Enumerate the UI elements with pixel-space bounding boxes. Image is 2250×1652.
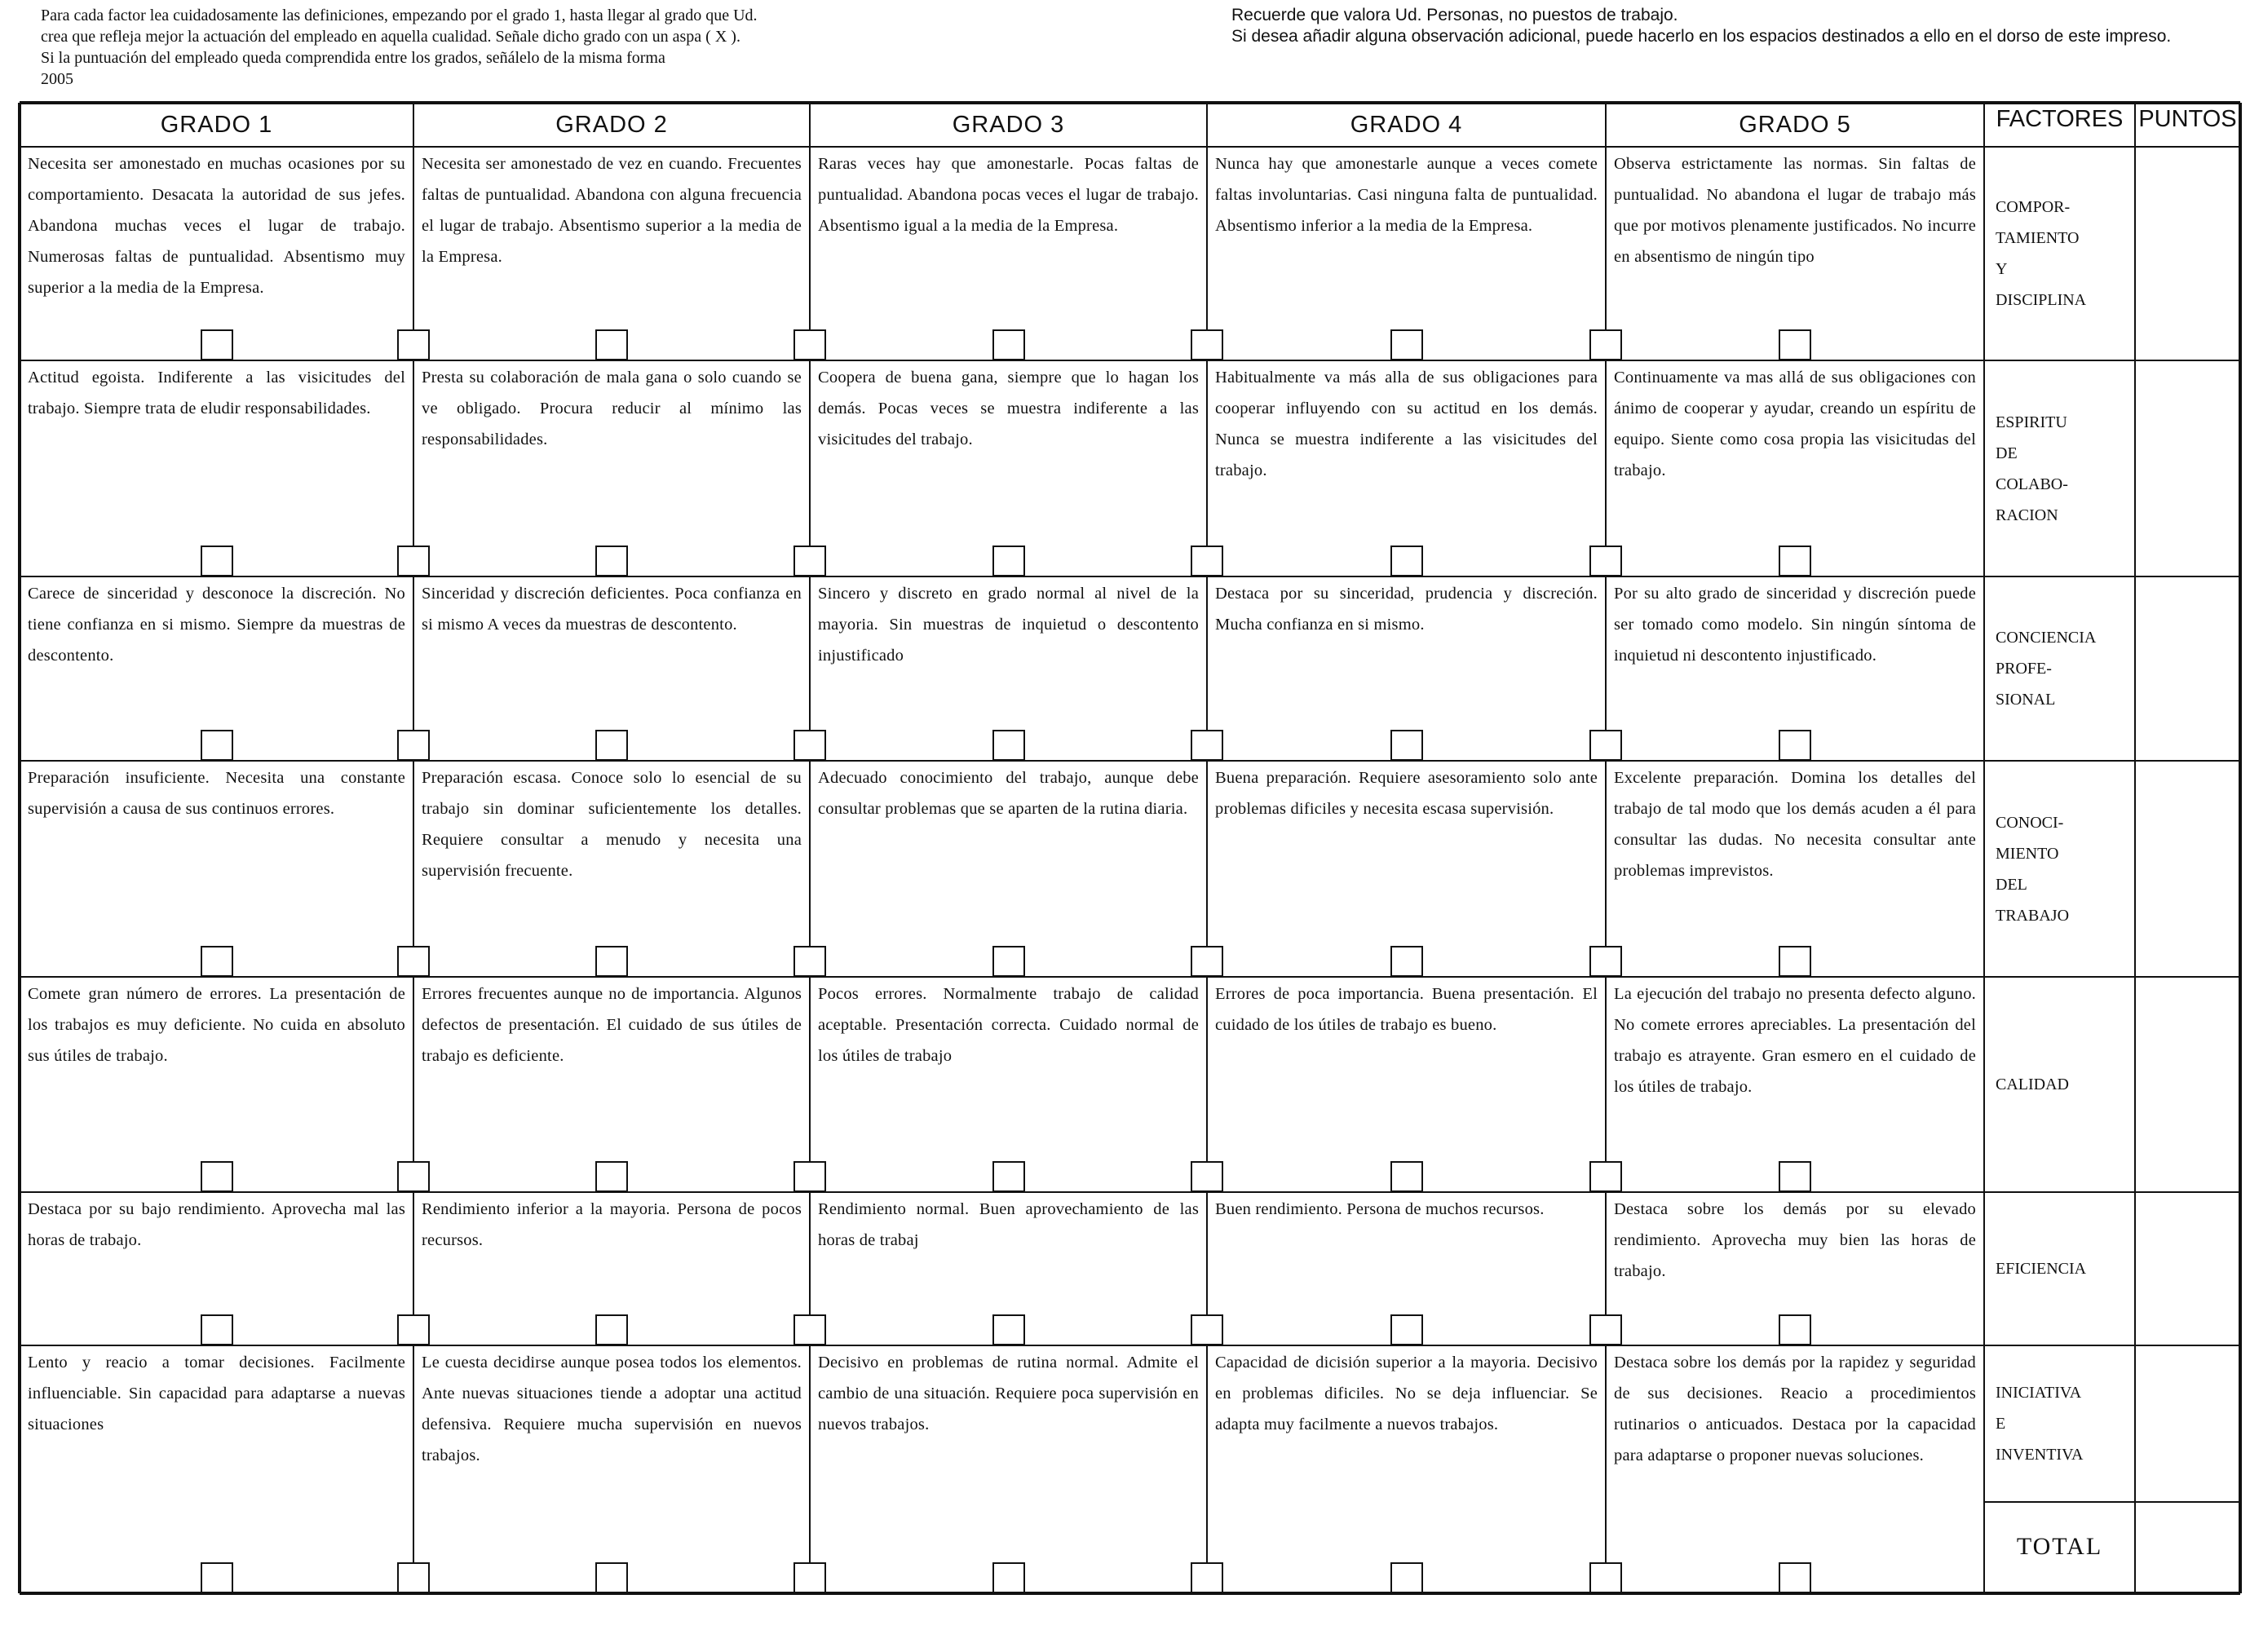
grade-2-description: Necesita ser amonestado de vez en cuando. Frecuentes faltas de puntualidad. Abandona con alguna frecuencia el lugar de trabajo. Absentismo superior a la media de la Empresa. <box>422 155 802 266</box>
grade-2-description: Sinceridad y discreción deficientes. Poca confianza en si mismo A veces da muestras de descontento. <box>422 585 802 634</box>
grade-checkbox[interactable] <box>1390 1314 1423 1345</box>
puntos-cell[interactable] <box>2135 977 2240 1192</box>
grade-4-description: Buena preparación. Requiere asesoramiento solo ante problemas dificiles y necesita escasa supervisión. <box>1215 769 1598 818</box>
between-grade-checkbox[interactable] <box>1191 1161 1223 1192</box>
instruction-line: Para cada factor lea cuidadosamente las definiciones, empezando por el grado 1, hasta llegar al grado que Ud. <box>41 7 758 24</box>
grade-3-description: Coopera de buena gana, siempre que lo hagan los demás. Pocas veces se muestra indiferente a las visicitudes del trabajo. <box>818 369 1199 448</box>
factor-label: CONCIENCIA PROFE- SIONAL <box>1996 629 2097 709</box>
grade-checkbox[interactable] <box>1779 546 1811 576</box>
grade-checkbox[interactable] <box>1779 730 1811 761</box>
puntos-cell[interactable] <box>2135 1192 2240 1345</box>
grade-1-description: Preparación insuficiente. Necesita una constante supervisión a causa de sus continuos errores. <box>28 769 405 818</box>
between-grade-checkbox[interactable] <box>793 1314 826 1345</box>
grade-4-description: Destaca por su sinceridad, prudencia y discreción. Mucha confianza en si mismo. <box>1215 585 1598 634</box>
grade-1-description: Destaca por su bajo rendimiento. Aprovecha mal las horas de trabajo. <box>28 1200 405 1249</box>
puntos-cell[interactable] <box>2135 360 2240 576</box>
between-grade-checkbox[interactable] <box>1589 946 1622 977</box>
grade-5-description: Excelente preparación. Domina los detalles del trabajo de tal modo que los demás acuden a él para consultar las dudas. No necesita consultar ante problemas imprevistos. <box>1614 769 1976 880</box>
between-grade-checkbox[interactable] <box>397 730 430 761</box>
grade-3-description: Pocos errores. Normalmente trabajo de calidad aceptable. Presentación correcta. Cuidado normal de los útiles de trabajo <box>818 985 1199 1065</box>
grade-checkbox[interactable] <box>595 546 628 576</box>
grade-2-description: Presta su colaboración de mala gana o solo cuando se ve obligado. Procura reducir al mínimo las responsabilidades. <box>422 369 802 448</box>
grade-4-description: Buen rendimiento. Persona de muchos recursos. <box>1215 1200 1545 1218</box>
column-header-3: GRADO 3 <box>952 112 1065 138</box>
grade-3-description: Decisivo en problemas de rutina normal. Admite el cambio de una situación. Requiere poca supervisión en nuevos trabajos. <box>818 1354 1199 1433</box>
between-grade-checkbox[interactable] <box>1589 546 1622 576</box>
grade-checkbox[interactable] <box>595 329 628 360</box>
between-grade-checkbox[interactable] <box>1191 1314 1223 1345</box>
between-grade-checkbox[interactable] <box>1589 329 1622 360</box>
between-grade-checkbox[interactable] <box>793 1161 826 1192</box>
grade-checkbox[interactable] <box>595 946 628 977</box>
factor-label: CONOCI- MIENTO DEL TRABAJO <box>1996 813 2070 925</box>
between-grade-checkbox[interactable] <box>1589 1161 1622 1192</box>
grade-checkbox[interactable] <box>201 546 233 576</box>
total-label: TOTAL <box>2016 1533 2103 1560</box>
between-grade-checkbox[interactable] <box>1589 1562 1622 1593</box>
between-grade-checkbox[interactable] <box>1589 1314 1622 1345</box>
grade-checkbox[interactable] <box>992 1562 1025 1593</box>
puntos-cell[interactable] <box>2135 761 2240 977</box>
grade-1-description: Actitud egoista. Indiferente a las visicitudes del trabajo. Siempre trata de eludir responsabilidades. <box>28 369 405 417</box>
grade-5-description: Destaca sobre los demás por su elevado rendimiento. Aprovecha muy bien las horas de trabajo. <box>1614 1200 1976 1280</box>
between-grade-checkbox[interactable] <box>793 1562 826 1593</box>
grade-checkbox[interactable] <box>1390 1161 1423 1192</box>
factor-label: EFICIENCIA <box>1996 1260 2087 1278</box>
grade-checkbox[interactable] <box>992 329 1025 360</box>
instruction-line: Si la puntuación del empleado queda comprendida entre los grados, señálelo de la misma forma <box>41 49 665 67</box>
grade-checkbox[interactable] <box>992 730 1025 761</box>
factor-label: INICIATIVA E INVENTIVA <box>1996 1384 2084 1464</box>
grade-2-description: Le cuesta decidirse aunque posea todos los elementos. Ante nuevas situaciones tiende a adoptar una actitud defensiva. Requiere mucha supervisión en nuevos trabajos. <box>422 1354 802 1464</box>
grade-5-description: Observa estrictamente las normas. Sin faltas de puntualidad. No abandona el lugar de trabajo más que por motivos plenamente justificados. No incurre en absentismo de ningún tipo <box>1614 155 1976 266</box>
between-grade-checkbox[interactable] <box>793 329 826 360</box>
grade-checkbox[interactable] <box>1390 730 1423 761</box>
between-grade-checkbox[interactable] <box>397 546 430 576</box>
grade-4-description: Capacidad de dicisión superior a la mayoria. Decisivo en problemas dificiles. No se deja influenciar. Se adapta muy facilmente a nuevos trabajos. <box>1215 1354 1598 1433</box>
grade-checkbox[interactable] <box>201 1562 233 1593</box>
grade-5-description: Destaca sobre los demás por la rapidez y seguridad de sus decisiones. Reacio a procedimientos rutinarios o anticuados. Destaca por la capacidad para adaptarse o proponer nuevas soluciones. <box>1614 1354 1976 1464</box>
grade-checkbox[interactable] <box>992 1161 1025 1192</box>
grade-checkbox[interactable] <box>1390 329 1423 360</box>
grade-1-description: Comete gran número de errores. La presentación de los trabajos es muy deficiente. No cuida en absoluto sus útiles de trabajo. <box>28 985 405 1065</box>
grade-5-description: La ejecución del trabajo no presenta defecto alguno. No comete errores apreciables. La presentación del trabajo es atrayente. Gran esmero en el cuidado de los útiles de trabajo. <box>1614 985 1976 1096</box>
grade-2-description: Preparación escasa. Conoce solo lo esencial de su trabajo sin dominar suficientemente los detalles. Requiere consultar a menudo y necesita una supervisión frecuente. <box>422 769 802 880</box>
grade-checkbox[interactable] <box>1390 946 1423 977</box>
grade-checkbox[interactable] <box>1779 1161 1811 1192</box>
grade-checkbox[interactable] <box>595 1161 628 1192</box>
between-grade-checkbox[interactable] <box>793 546 826 576</box>
instruction-line: crea que refleja mejor la actuación del empleado en aquella cualidad. Señale dicho grado con un aspa ( X ). <box>41 28 740 46</box>
grade-1-description: Carece de sinceridad y desconoce la discreción. No tiene confianza en si mismo. Siempre da muestras de descontento. <box>28 585 405 665</box>
grade-checkbox[interactable] <box>201 1314 233 1345</box>
grade-5-description: Continuamente va mas allá de sus obligaciones con ánimo de cooperar y ayudar, creando un espíritu de equipo. Siente como cosa propia las visicitudas del trabajo. <box>1614 369 1976 479</box>
grade-checkbox[interactable] <box>992 546 1025 576</box>
grade-checkbox[interactable] <box>1779 1314 1811 1345</box>
column-header-5: GRADO 5 <box>1739 112 1851 138</box>
factor-label: CALIDAD <box>1996 1076 2069 1093</box>
grade-checkbox[interactable] <box>201 1161 233 1192</box>
grade-4-description: Habitualmente va más alla de sus obligaciones para cooperar influyendo con su actitud en los demás. Nunca se muestra indiferente a las visicitudes del trabajo. <box>1215 369 1598 479</box>
grade-2-description: Errores frecuentes aunque no de importancia. Algunos defectos de presentación. El cuidado de sus útiles de trabajo es deficiente. <box>422 985 802 1065</box>
grade-1-description: Necesita ser amonestado en muchas ocasiones por su comportamiento. Desacata la autoridad de sus jefes. Abandona muchas veces el lugar de trabajo. Numerosas faltas de puntualidad. Absentismo muy superior a la media de la Empresa. <box>28 155 405 297</box>
between-grade-checkbox[interactable] <box>793 730 826 761</box>
grade-1-description: Lento y reacio a tomar decisiones. Facilmente influenciable. Sin capacidad para adaptarse a nuevas situaciones <box>28 1354 405 1433</box>
puntos-cell[interactable] <box>2135 147 2240 360</box>
puntos-cell[interactable] <box>2135 1345 2240 1502</box>
between-grade-checkbox[interactable] <box>1191 946 1223 977</box>
between-grade-checkbox[interactable] <box>1191 1562 1223 1593</box>
grade-checkbox[interactable] <box>595 730 628 761</box>
grade-4-description: Nunca hay que amonestarle aunque a veces comete faltas involuntarias. Casi ninguna falta de puntualidad. Absentismo inferior a la media de la Empresa. <box>1215 155 1598 235</box>
column-header-4: GRADO 4 <box>1350 112 1463 138</box>
column-header-7: PUNTOS <box>2138 106 2237 132</box>
grade-3-description: Raras veces hay que amonestarle. Pocas faltas de puntualidad. Abandona pocas veces el lugar de trabajo. Absentismo igual a la media de la Empresa. <box>818 155 1199 235</box>
between-grade-checkbox[interactable] <box>397 1314 430 1345</box>
grade-checkbox[interactable] <box>1779 1562 1811 1593</box>
grade-checkbox[interactable] <box>595 1314 628 1345</box>
column-header-2: GRADO 2 <box>555 112 668 138</box>
factor-label: ESPIRITU DE COLABO- RACION <box>1996 413 2068 524</box>
grade-checkbox[interactable] <box>1390 546 1423 576</box>
between-grade-checkbox[interactable] <box>1191 730 1223 761</box>
between-grade-checkbox[interactable] <box>1191 546 1223 576</box>
between-grade-checkbox[interactable] <box>1589 730 1622 761</box>
grade-checkbox[interactable] <box>595 1562 628 1593</box>
grade-checkbox[interactable] <box>992 946 1025 977</box>
grade-checkbox[interactable] <box>201 730 233 761</box>
grade-3-description: Adecuado conocimiento del trabajo, aunque debe consultar problemas que se aparten de la rutina diaria. <box>818 769 1199 818</box>
total-points-cell[interactable] <box>2135 1502 2240 1593</box>
grade-checkbox[interactable] <box>201 946 233 977</box>
between-grade-checkbox[interactable] <box>397 946 430 977</box>
puntos-cell[interactable] <box>2135 576 2240 761</box>
grade-checkbox[interactable] <box>201 329 233 360</box>
grade-checkbox[interactable] <box>1779 329 1811 360</box>
grade-checkbox[interactable] <box>1390 1562 1423 1593</box>
between-grade-checkbox[interactable] <box>1191 329 1223 360</box>
grade-4-description: Errores de poca importancia. Buena presentación. El cuidado de los útiles de trabajo es bueno. <box>1215 985 1598 1034</box>
instruction-line: 2005 <box>41 70 73 88</box>
column-header-1: GRADO 1 <box>160 112 273 138</box>
between-grade-checkbox[interactable] <box>397 1562 430 1593</box>
grade-3-description: Sincero y discreto en grado normal al nivel de la mayoria. Sin muestras de inquietud o descontento injustificado <box>818 585 1199 665</box>
grade-checkbox[interactable] <box>1779 946 1811 977</box>
between-grade-checkbox[interactable] <box>793 946 826 977</box>
grade-checkbox[interactable] <box>992 1314 1025 1345</box>
grade-3-description: Rendimiento normal. Buen aprovechamiento de las horas de trabaj <box>818 1200 1199 1249</box>
column-header-6: FACTORES <box>1996 106 2124 132</box>
factor-label: COMPOR- TAMIENTO Y DISCIPLINA <box>1996 198 2087 309</box>
instruction-line: Si desea añadir alguna observación adicional, puede hacerlo en los espacios destinados a ello en el dorso de este impreso. <box>1231 27 2172 46</box>
grade-2-description: Rendimiento inferior a la mayoria. Persona de pocos recursos. <box>422 1200 802 1249</box>
between-grade-checkbox[interactable] <box>397 329 430 360</box>
grade-5-description: Por su alto grado de sinceridad y discreción puede ser tomado como modelo. Sin ningún síntoma de inquietud ni descontento injustificado. <box>1614 585 1976 665</box>
between-grade-checkbox[interactable] <box>397 1161 430 1192</box>
instruction-line: Recuerde que valora Ud. Personas, no puestos de trabajo. <box>1231 6 1678 24</box>
